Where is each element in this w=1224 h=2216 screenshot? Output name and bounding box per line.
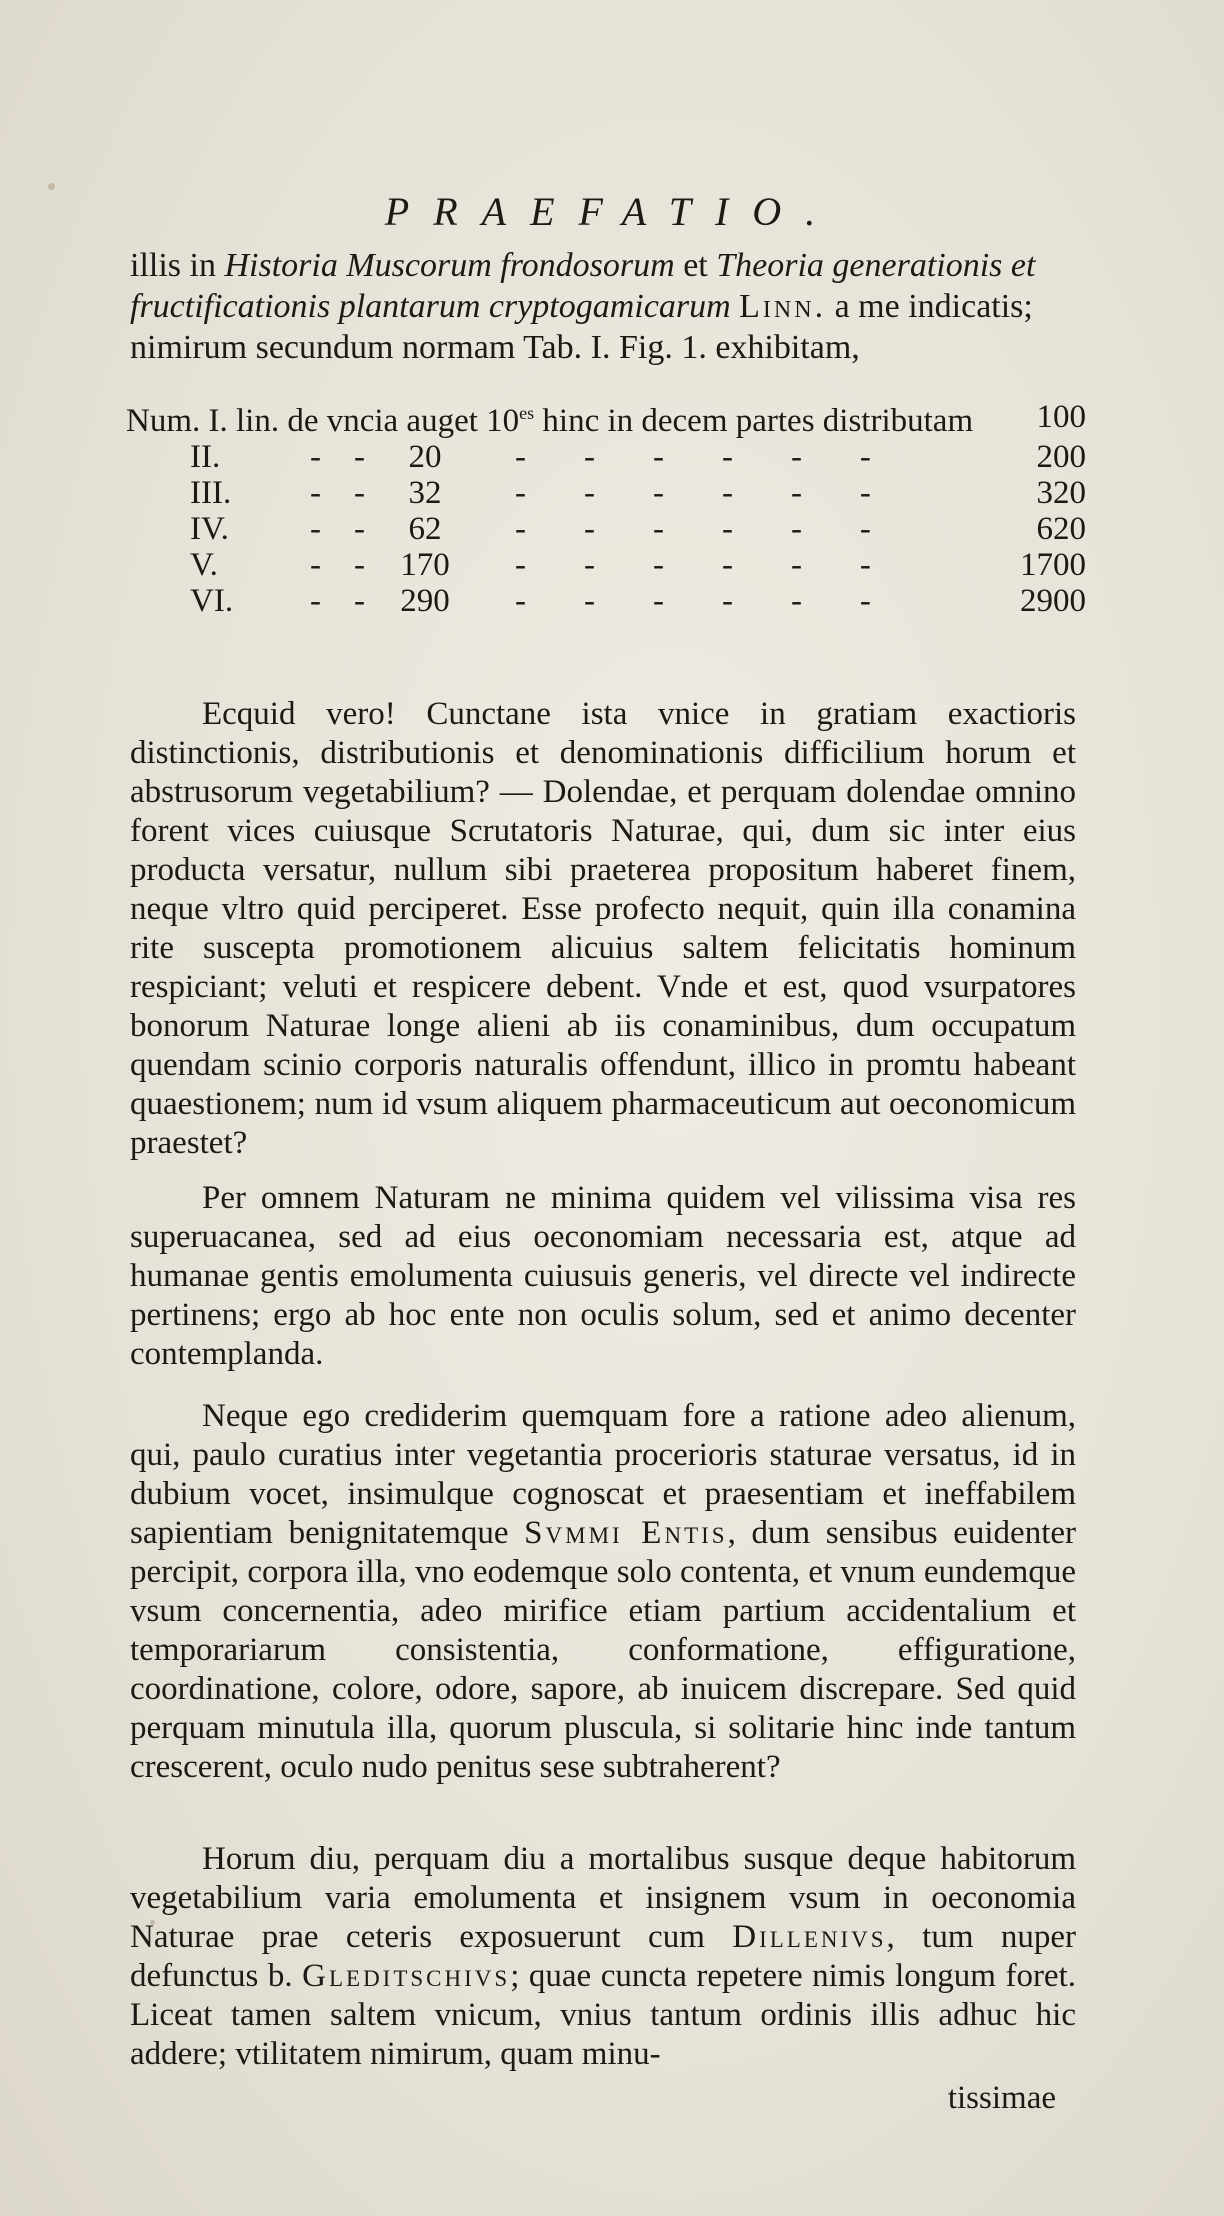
row-label: Num. I. lin. de vncia auget 10 [126,403,520,439]
author-name: Linn. [739,288,827,325]
table-row: III. - - 32 ------ 320 [190,475,1086,511]
work-title-2: Theoria generationis et fructificationis plantarum cryptogamicarum [130,247,1036,325]
small-caps-term: Svmmi Entis [524,1515,728,1551]
author-name: Dillenivs [732,1919,887,1955]
paragraph-3: Neque ego crediderim quemquam fore a ratione adeo alienum, qui, paulo curatius inter vegetantia procerioris staturae versatus, id in dubium vocet, insimulque cognoscat et praesentiam et ineffabilem sapientiam benignitatemque Svmmi Entis, dum sensibus euidenter percipit, corpora illa, vno eodemque solo contenta, et vnum eundemque vsum concernentia, adeo mirifice etiam partium accidentalium et temporariarum consistentia, conformatione, effiguratione, coordinatione, colore, odore, sapore, ab inuicem discrepare. Sed quid perquam minutula illa, quorum pluscula, si solitarie hinc inde tantum crescerent, oculo nudo penitus sese subtraherent? [130,1398,1076,1785]
page-header: PRAEFATIO. [384,189,840,234]
table-row: V. - - 170 ------ 1700 [190,547,1086,583]
intro-text: illis in Historia Muscorum frondosorum et Theoria generationis et fructificationis plantarum cryptogamicarum Linn. a me indicatis; nimirum secundum normam Tab. I. Fig. 1. exhibitam, [130,247,1036,366]
table-row: VI. - - 290 ------ 2900 [190,583,1086,619]
table-row: Num. I. lin. de vncia auget $10^{es}$ hinc in decem partes distributam 100 [126,395,1086,439]
table-row: IV. - - 62 ------ 620 [190,511,1086,547]
catchword: tissimae [947,2080,1056,2116]
paragraph-1: Ecquid vero! Cunctane ista vnice in gratiam exactioris distinctionis, distributionis et denominationis difficilium horum et abstrusorum vegetabilium? — Dolendae, et perquam dolendae omnino forent vices cuiusque Scrutatoris Naturae, qui, dum sic inter eius producta versatur, nullum sibi praeterea propositum haberet finem, neque vltro quid perciperet. Esse profecto nequit, quin illa conamina rite suscepta promotionem alicuius saltem felicitatis hominum respiciant; veluti et respicere debent. Vnde et est, quod vsurpatores bonorum Naturae longe alieni ab iis conaminibus, dum occupatum quendam scinio corporis naturalis offendunt, illico in promtu habeant quaestionem; num id vsum aliquem pharmaceuticum aut oeconomicum praestet? [130,696,1076,1161]
row-result: 100 [1036,399,1086,435]
author-name: Gleditschivs [302,1958,511,1994]
work-title-1: Historia Muscorum frondosorum [224,247,675,284]
paragraph-2: Per omnem Naturam ne minima quidem vel vilissima visa res superuacanea, sed ad eius oeconomiam necessaria est, atque ad humanae gentis emolumenta cuiusuis generis, vel directe vel indirecte pertinens; ergo ab hoc ente non oculis solum, sed et animo decenter contemplanda. [130,1180,1076,1372]
paragraph-4: Horum diu, perquam diu a mortalibus susque deque habitorum vegetabilium varia emolumenta et insignem vsum in oeconomia Naturae prae ceteris exposuerunt cum Dillenivs, tum nuper defunctus b. Gleditschivs; quae cuncta repetere nimis longum foret. Liceat tamen saltem vnicum, vnius tantum ordinis illis adhuc hic addere; vtilitatem nimirum, quam minu- [130,1841,1076,2072]
measurement-table [126,395,1086,619]
table-row: II. - - 20 ------ 200 [190,439,1086,475]
